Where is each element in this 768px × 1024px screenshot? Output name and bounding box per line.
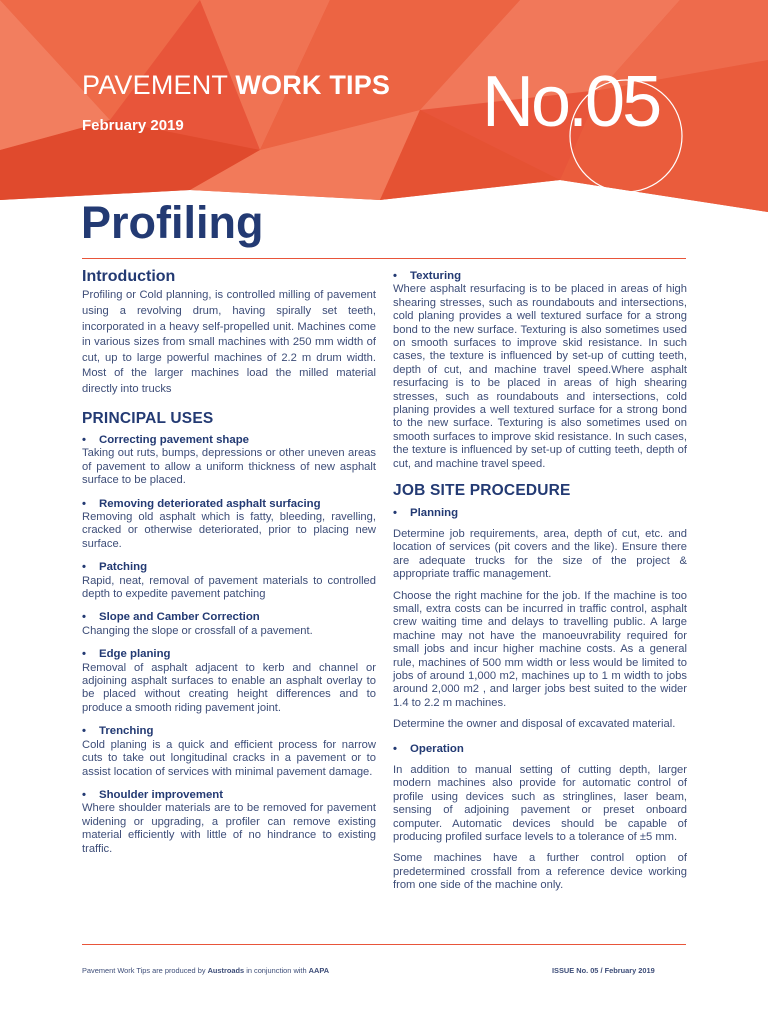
bullet-text: Taking out ruts, bumps, depressions or other uneven areas of pavement to allow a uniform thickness of new asphalt surface to be placed. [82, 447, 376, 487]
bullet-patching [82, 561, 376, 574]
bullet-dot: • [82, 611, 86, 624]
bullet-operation [393, 743, 687, 756]
bullet-text: Removing old asphalt which is fatty, bleeding, ravelling, cracked or otherwise deteriorated, prior to placing new surface. [82, 511, 376, 550]
introduction-heading: Introduction [82, 268, 176, 285]
footer-credit-text: in conjunction with [244, 966, 309, 975]
bullet-text: Cold planing is a quick and efficient process for narrow cuts to take out longitudinal cracks in a pavement or to assist location of services with minimal pavement damage. [82, 738, 376, 778]
footer-org-aapa: AAPA [308, 966, 330, 975]
bullet-dot: • [82, 497, 86, 510]
left-column [82, 270, 376, 856]
bullet-slope-camber-correction [82, 611, 376, 624]
bullet-dot: • [82, 725, 86, 738]
bullet-title: Edge planing [99, 648, 171, 661]
bullet-dot: • [82, 433, 86, 446]
series-title [82, 70, 390, 101]
series-title-light: PAVEMENT [82, 70, 228, 100]
issue-number: No.05 [482, 62, 660, 142]
texturing-text: Where asphalt resurfacing is to be placed in areas of high shearing stresses, such as roundabouts and intersections, cold planing provides a well textured surface for a strong bond to the new surface. Texturing is also sometimes used on smooth surfaces to improve skid resistance. In such cases, the texture is influenced by set-up of cutting teeth, depth of cut, and machine travel speed.Where asphalt resurfacing is to be placed in areas of high shearing stresses, such as roundabouts and intersections, cold planing provides a well textured surface for a strong bond to the new surface. Texturing is also sometimes used on smooth surfaces to improve skid resistance. In such cases, the texture is influenced by set-up of cutting teeth, depth of cut, and machine travel speed. [393, 283, 687, 470]
bullet-title: Patching [99, 561, 148, 574]
bullet-texturing [393, 270, 687, 283]
job-site-procedure-heading: JOB SITE PROCEDURE [393, 482, 571, 500]
bullet-title: Correcting pavement shape [99, 433, 250, 446]
bullet-dot: • [82, 648, 86, 661]
bullet-shoulder-improvement [82, 789, 376, 802]
bullet-title: Operation [410, 742, 464, 755]
bullet-correcting-pavement-shape [82, 434, 376, 447]
bullet-removing-deteriorated-asphalt [82, 498, 376, 511]
page-title: Profiling [81, 197, 264, 248]
right-column [393, 270, 687, 893]
bullet-text: Changing the slope or crossfall of a pavement. [82, 624, 313, 637]
title-divider [82, 258, 686, 259]
bullet-trenching [82, 725, 376, 738]
bullet-title: Texturing [410, 270, 462, 282]
footer-divider [82, 944, 686, 945]
principal-uses-heading: PRINCIPAL USES [82, 409, 214, 427]
bullet-text: Rapid, neat, removal of pavement materials to controlled depth to expedite pavement patching [82, 574, 376, 601]
footer-credit [82, 966, 329, 975]
operation-paragraph-1: In addition to manual setting of cutting depth, larger modern machines also provide for automatic control of profile using devices such as stringlines, laser beam, sensing of adjoining pavement or preset onboard computer. Automatic devices should be capable of producing profiled surface levels to a tolerance of ±5 mm. [393, 764, 687, 844]
planning-paragraph-2: Choose the right machine for the job. If the machine is too small, extra costs can be incurred in traffic control, asphalt crew waiting time and delays to travelling public. A large machine may not have the manoeuvrability required for small jobs and incur higher machine costs. As a general rule, machines of 500 mm width or less would be limited to jobs of around 1,000 m2, machines up to 1 m width to jobs around 2,000 m2 , and larger jobs best suited to the wider 1.4 to 2.2 m machines. [393, 589, 687, 709]
footer-org-austroads: Austroads [207, 966, 245, 975]
bullet-text: Where shoulder materials are to be removed for pavement widening or upgrading, a profiler can remove existing material efficiently with little of no hindrance to existing traffic. [82, 802, 376, 855]
bullet-text: Removal of asphalt adjacent to kerb and channel or adjoining asphalt surfaces to enable an asphalt overlay to be placed without creating height differences and to produce a smooth riding pavement joint. [82, 661, 376, 714]
bullet-title: Removing deteriorated asphalt surfacing [99, 497, 321, 510]
bullet-title: Trenching [99, 725, 154, 738]
bullet-title: Slope and Camber Correction [99, 611, 260, 624]
planning-paragraph-3: Determine the owner and disposal of excavated material. [393, 718, 676, 731]
bullet-dot: • [82, 788, 86, 801]
bullet-dot: • [393, 506, 397, 519]
bullet-title: Planning [410, 506, 459, 519]
series-title-bold: WORK TIPS [235, 70, 391, 100]
bullet-title: Shoulder improvement [99, 788, 224, 801]
bullet-planning [393, 507, 687, 520]
bullet-dot: • [393, 270, 397, 282]
issue-date: February 2019 [82, 117, 184, 134]
bullet-dot: • [393, 742, 397, 755]
introduction-text: Profiling or Cold planning, is controlled milling of pavement using a revolving drum, having spirally set teeth, incorporated in a heavy self-propelled unit. Machines come in various sizes from small machines with 250 mm width of cut, up to large powerful machines of 2.2 m drum width. Most of the larger machines load the milled material directly into trucks [82, 289, 376, 395]
footer-issue: ISSUE No. 05 / February 2019 [552, 966, 655, 975]
bullet-edge-planing [82, 648, 376, 661]
bullet-dot: • [82, 561, 86, 574]
planning-paragraph-1: Determine job requirements, area, depth of cut, etc. and location of services (pit covers and the like). Ensure there are adequate trucks for the size of the project & appropriate traffic management. [393, 527, 687, 581]
footer-credit-text: Pavement Work Tips are produced by [82, 966, 208, 975]
operation-paragraph-2: Some machines have a further control option of predetermined crossfall from a reference device working from one side of the machine only. [393, 852, 687, 892]
